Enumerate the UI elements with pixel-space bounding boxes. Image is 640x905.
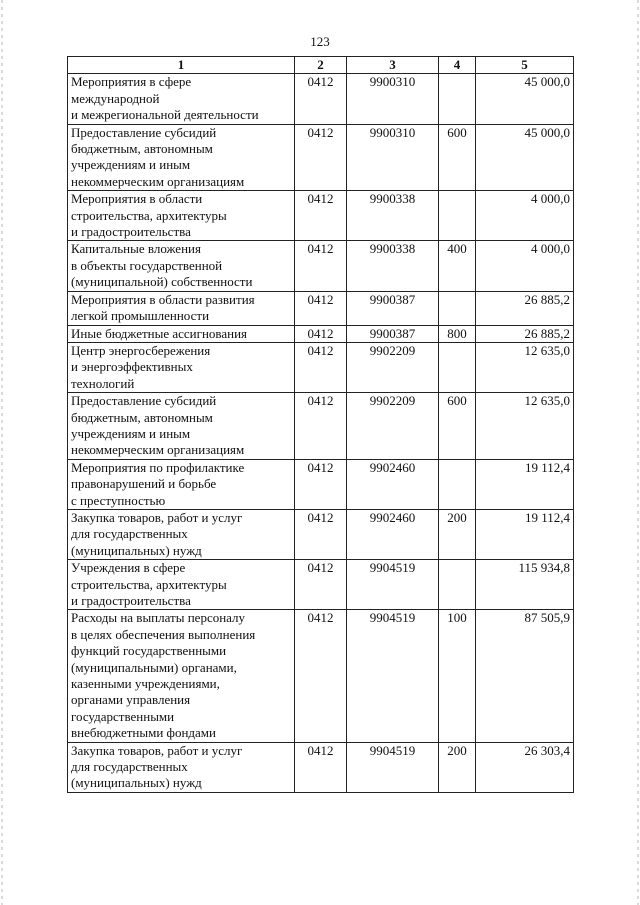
expense-name-line: Закупка товаров, работ и услуг (71, 742, 243, 758)
target-code-cell: 9904519 (347, 742, 439, 792)
amount-cell: 26 885,2 (476, 325, 574, 342)
expense-name-cell (68, 191, 295, 241)
table-row (68, 325, 574, 342)
target-code-cell: 9900387 (347, 325, 439, 342)
amount-cell: 45 000,0 (476, 124, 574, 191)
table-row (68, 191, 574, 241)
amount-cell: 4 000,0 (476, 241, 574, 291)
expense-name-line: (муниципальных) нужд (71, 775, 202, 791)
page-number: 123 (310, 34, 330, 49)
expense-type-cell (439, 342, 476, 392)
expense-name-line: бюджетным, автономным (71, 409, 213, 425)
section-code-cell: 0412 (295, 124, 347, 191)
expense-name-cell (68, 610, 295, 742)
target-code-cell: 9900310 (347, 124, 439, 191)
expense-type-cell: 600 (439, 124, 476, 191)
expense-name-line: внебюджетными фондами (71, 725, 216, 741)
amount-cell: 45 000,0 (476, 74, 574, 124)
table-row (68, 509, 574, 559)
expense-type-cell (439, 191, 476, 241)
expense-name-cell (68, 342, 295, 392)
expense-name-line: легкой промышленности (71, 308, 210, 324)
expense-name-line: технологий (71, 375, 135, 391)
expense-type-cell (439, 74, 476, 124)
table-row (68, 74, 574, 124)
expense-name-line: Закупка товаров, работ и услуг (71, 509, 243, 525)
table-row (68, 459, 574, 509)
expense-name-cell (68, 291, 295, 325)
table-body (68, 74, 574, 792)
expense-name-line: правонарушений и борьбе (71, 476, 217, 492)
section-code-cell: 0412 (295, 742, 347, 792)
section-code-cell: 0412 (295, 191, 347, 241)
section-code-cell: 0412 (295, 325, 347, 342)
target-code-cell: 9902209 (347, 342, 439, 392)
table-header-row (68, 57, 574, 74)
target-code-cell: 9900310 (347, 74, 439, 124)
column-header: 5 (476, 57, 574, 74)
target-code-cell: 9900387 (347, 291, 439, 325)
expense-name-line: в целях обеспечения выполнения (71, 626, 256, 642)
expense-name-line: и градостроительства (71, 593, 191, 608)
expense-name-line: органами управления (71, 692, 191, 708)
amount-cell: 19 112,4 (476, 509, 574, 559)
column-header: 3 (347, 57, 439, 74)
expense-name-line: в объекты государственной (71, 257, 223, 273)
expense-name-cell (68, 124, 295, 191)
expense-name-line: Мероприятия в области развития (71, 291, 255, 307)
expense-name-cell (68, 74, 295, 124)
expense-type-cell: 100 (439, 610, 476, 742)
section-code-cell: 0412 (295, 459, 347, 509)
expense-name-line: некоммерческим организациям (71, 442, 245, 458)
section-code-cell: 0412 (295, 560, 347, 610)
target-code-cell: 9904519 (347, 610, 439, 742)
amount-cell: 4 000,0 (476, 191, 574, 241)
table-row (68, 742, 574, 792)
section-code-cell: 0412 (295, 291, 347, 325)
scan-edge-right (637, 0, 639, 905)
budget-table (67, 56, 574, 793)
expense-name-line: строительства, архитектуры (71, 207, 227, 223)
expense-name-cell (68, 241, 295, 291)
table-row (68, 610, 574, 742)
expense-name-line: Расходы на выплаты персоналу (71, 610, 246, 626)
expense-type-cell: 200 (439, 509, 476, 559)
column-header: 2 (295, 57, 347, 74)
section-code-cell: 0412 (295, 393, 347, 460)
expense-name-cell (68, 459, 295, 509)
amount-cell: 87 505,9 (476, 610, 574, 742)
expense-name-line: и градостроительства (71, 224, 191, 240)
expense-name-line: Иные бюджетные ассигнования (71, 325, 248, 341)
expense-name-line: Мероприятия по профилактике (71, 459, 245, 475)
expense-name-line: Предоставление субсидий (71, 124, 217, 140)
target-code-cell: 9900338 (347, 191, 439, 241)
section-code-cell: 0412 (295, 74, 347, 124)
target-code-cell: 9902209 (347, 393, 439, 460)
amount-cell: 115 934,8 (476, 560, 574, 610)
target-code-cell: 9902460 (347, 459, 439, 509)
expense-name-line: некоммерческим организациям (71, 173, 245, 189)
expense-name-cell (68, 393, 295, 460)
expense-type-cell: 400 (439, 241, 476, 291)
expense-name-cell (68, 560, 295, 610)
scan-edge-left (1, 0, 3, 905)
table-row (68, 560, 574, 610)
expense-name-line: и энергоэффективных (71, 359, 193, 375)
amount-cell: 26 303,4 (476, 742, 574, 792)
expense-type-cell (439, 459, 476, 509)
table-row (68, 342, 574, 392)
expense-name-line: казенными учреждениями, (71, 676, 220, 692)
amount-cell: 12 635,0 (476, 393, 574, 460)
expense-name-line: государственными (71, 708, 175, 724)
expense-name-line: учреждениям и иным (71, 157, 191, 173)
target-code-cell: 9902460 (347, 509, 439, 559)
expense-name-line: Предоставление субсидий (71, 393, 217, 409)
expense-type-cell: 800 (439, 325, 476, 342)
expense-type-cell (439, 560, 476, 610)
expense-name-line: и межрегиональной деятельности (71, 107, 259, 123)
expense-name-cell (68, 742, 295, 792)
amount-cell: 19 112,4 (476, 459, 574, 509)
expense-name-line: (муниципальной) собственности (71, 274, 253, 290)
expense-name-line: для государственных (71, 759, 188, 775)
amount-cell: 12 635,0 (476, 342, 574, 392)
section-code-cell: 0412 (295, 610, 347, 742)
table-row (68, 124, 574, 191)
expense-name-line: с преступностью (71, 492, 166, 508)
expense-type-cell (439, 291, 476, 325)
section-code-cell: 0412 (295, 509, 347, 559)
table-row (68, 241, 574, 291)
table-row (68, 393, 574, 460)
expense-name-cell (68, 509, 295, 559)
expense-name-line: учреждениям и иным (71, 425, 191, 441)
target-code-cell: 9904519 (347, 560, 439, 610)
expense-name-cell (68, 325, 295, 342)
table-row (68, 291, 574, 325)
column-header: 4 (439, 57, 476, 74)
expense-name-line: (муниципальными) органами, (71, 659, 237, 675)
expense-name-line: Капитальные вложения (71, 241, 201, 257)
expense-name-line: Мероприятия в области (71, 191, 203, 207)
expense-type-cell: 600 (439, 393, 476, 460)
section-code-cell: 0412 (295, 342, 347, 392)
expense-name-line: Мероприятия в сфере (71, 74, 192, 90)
column-header: 1 (68, 57, 295, 74)
expense-name-line: строительства, архитектуры (71, 576, 227, 592)
expense-name-line: международной (71, 90, 160, 106)
expense-name-line: для государственных (71, 526, 188, 542)
section-code-cell: 0412 (295, 241, 347, 291)
expense-name-line: Учреждения в сфере (71, 560, 186, 576)
expense-type-cell: 200 (439, 742, 476, 792)
amount-cell: 26 885,2 (476, 291, 574, 325)
target-code-cell: 9900338 (347, 241, 439, 291)
expense-name-line: Центр энергосбережения (71, 342, 211, 358)
expense-name-line: бюджетным, автономным (71, 141, 213, 157)
expense-name-line: функций государственными (71, 643, 227, 659)
expense-name-line: (муниципальных) нужд (71, 542, 202, 558)
